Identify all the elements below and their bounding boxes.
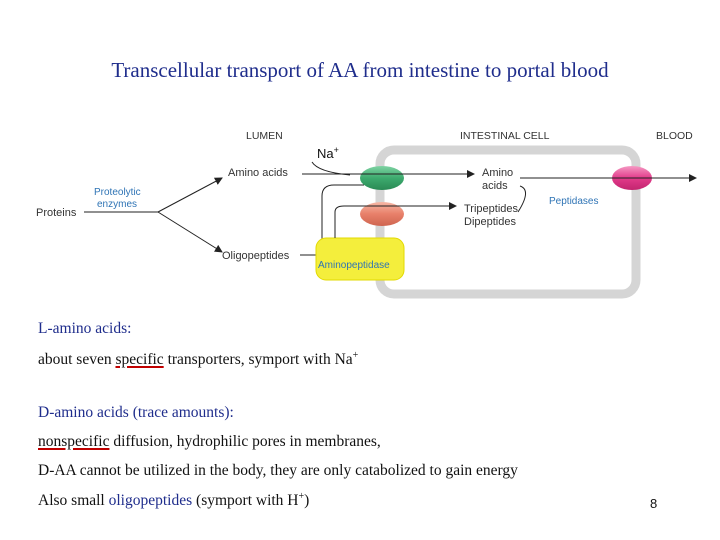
d-line1-post: diffusion, hydrophilic pores in membranes, <box>109 433 381 450</box>
also-sup: + <box>298 491 305 502</box>
l-amino-description <box>38 350 358 369</box>
amino-acids-lumen-label: Amino acids <box>228 167 288 179</box>
lumen-label: LUMEN <box>246 130 283 142</box>
nonspecific-word: nonspecific <box>38 433 110 450</box>
sodium-curve <box>312 162 350 175</box>
oligopeptides-word: oligopeptides <box>108 492 193 510</box>
d-amino-line-2 <box>38 462 518 480</box>
blood-label: BLOOD <box>656 130 693 142</box>
proteolytic-enzymes-label: Proteolytic enzymes <box>94 187 141 210</box>
tri-di-peptides-label: Tripeptides Dipeptides <box>464 203 519 228</box>
specific-word: specific <box>115 351 164 369</box>
also-post-a: (symport with H <box>192 492 299 510</box>
proteins-label: Proteins <box>36 207 77 219</box>
arrow-to-oligopeptides <box>158 212 222 252</box>
oligopeptides-line <box>38 491 309 510</box>
l-desc-pre: about seven <box>38 351 116 369</box>
oligopeptides-label: Oligopeptides <box>222 250 290 262</box>
l-amino-heading-text: L-amino acids: <box>38 320 132 337</box>
slide-title: Transcellular transport of AA from intestine to portal blood <box>111 58 609 82</box>
sodium-label: Na+ <box>317 145 339 161</box>
aminopeptidase-box <box>316 238 404 280</box>
intestinal-cell-label: INTESTINAL CELL <box>460 130 550 142</box>
page-number: 8 <box>650 496 658 511</box>
d-amino-heading-text: D-amino acids (trace amounts): <box>38 404 234 421</box>
l-amino-heading <box>38 320 131 338</box>
also-post-b: ) <box>304 492 310 510</box>
peptidases-label: Peptidases <box>549 196 599 207</box>
d-line2-text: D-AA cannot be utilized in the body, they are only catabolized to gain energy <box>38 462 518 479</box>
aminopeptidase-label: Aminopeptidase <box>318 260 390 271</box>
amino-acids-cell-label: Amino acids <box>482 167 514 192</box>
also-pre: Also small <box>38 492 109 510</box>
d-amino-heading <box>38 404 234 422</box>
l-desc-post: transporters, symport with Na <box>163 351 353 369</box>
green-transporter <box>360 166 404 190</box>
d-amino-line-1 <box>38 433 381 451</box>
arrow-to-amino-acids <box>158 178 222 212</box>
l-desc-sup: + <box>352 350 359 361</box>
